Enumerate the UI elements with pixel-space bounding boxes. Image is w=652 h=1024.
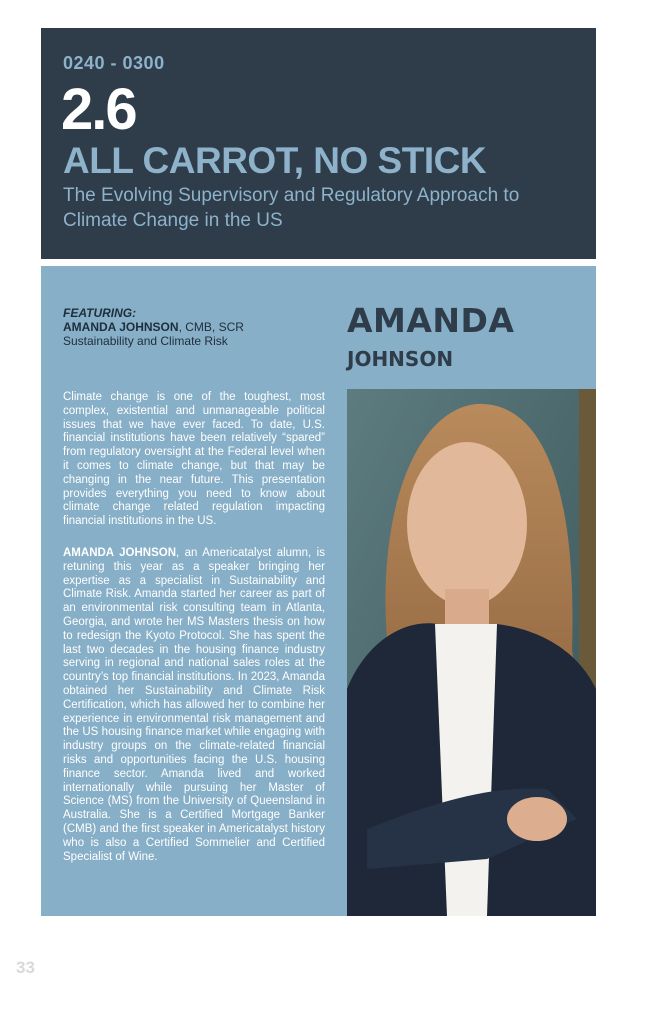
bio-text: , an Americatalyst alumn, is retuning this year as a speaker bringing her expertise as a specialist in Sustainability and Climate Risk. Amanda started her career as part of an environmental risk consulting team in Atlanta, Georgia, and wrote her MS Masters thesis on how to redesign the Kyoto Protocol. She has spent the last two decades in the housing finance industry serving in regional and national sales roles at the country’s top financial institutions. In 2023, Amanda obtained her Sustainability and Climate Risk Certification, which has allowed her to combine her experience in environmental risk management and the US housing finance market while engaging with industry groups on the climate-related financial risks and opportunities facing the U.S. housing finance sector. Amanda lived and worked internationally while pursuing her Master of Science (MS) from the University of Queensland in Australia. She is a Certified Mortgage Banker (CMB) and the first speaker in Americatalyst history who is also a Certified Sommelier and Certified Specialist of Wine. <box>63 547 325 863</box>
speaker-panel <box>41 266 596 916</box>
page-number: 33 <box>16 958 35 977</box>
session-header <box>41 28 596 259</box>
featuring-block <box>63 306 353 348</box>
featuring-name: AMANDA JOHNSON <box>63 320 179 334</box>
session-subtitle: The Evolving Supervisory and Regulatory Approach to Climate Change in the US <box>63 185 520 231</box>
featuring-label: FEATURING: <box>63 306 137 320</box>
session-description: Climate change is one of the toughest, most complex, existential and unmanageable political issues that we have ever faced. To date, U.S. financial institutions have been relatively “spared” from regulatory oversight at the Federal level when it comes to climate change, but that may be changing in the near future. This presentation provides everything you need to know about climate change related regulation impacting financial institutions in the US. <box>63 391 325 528</box>
session-number: 2.6 <box>61 77 136 142</box>
session-title: ALL CARROT, NO STICK <box>63 140 487 181</box>
bio-name: AMANDA JOHNSON <box>63 547 176 559</box>
speaker-photo <box>347 389 596 916</box>
featuring-credentials: , CMB, SCR <box>178 320 244 334</box>
featuring-role: Sustainability and Climate Risk <box>63 334 228 348</box>
speaker-last-name: JOHNSON <box>347 347 454 371</box>
session-time: 0240 - 0300 <box>63 53 165 73</box>
speaker-bio <box>63 547 325 864</box>
speaker-first-name: AMANDA <box>347 301 515 340</box>
